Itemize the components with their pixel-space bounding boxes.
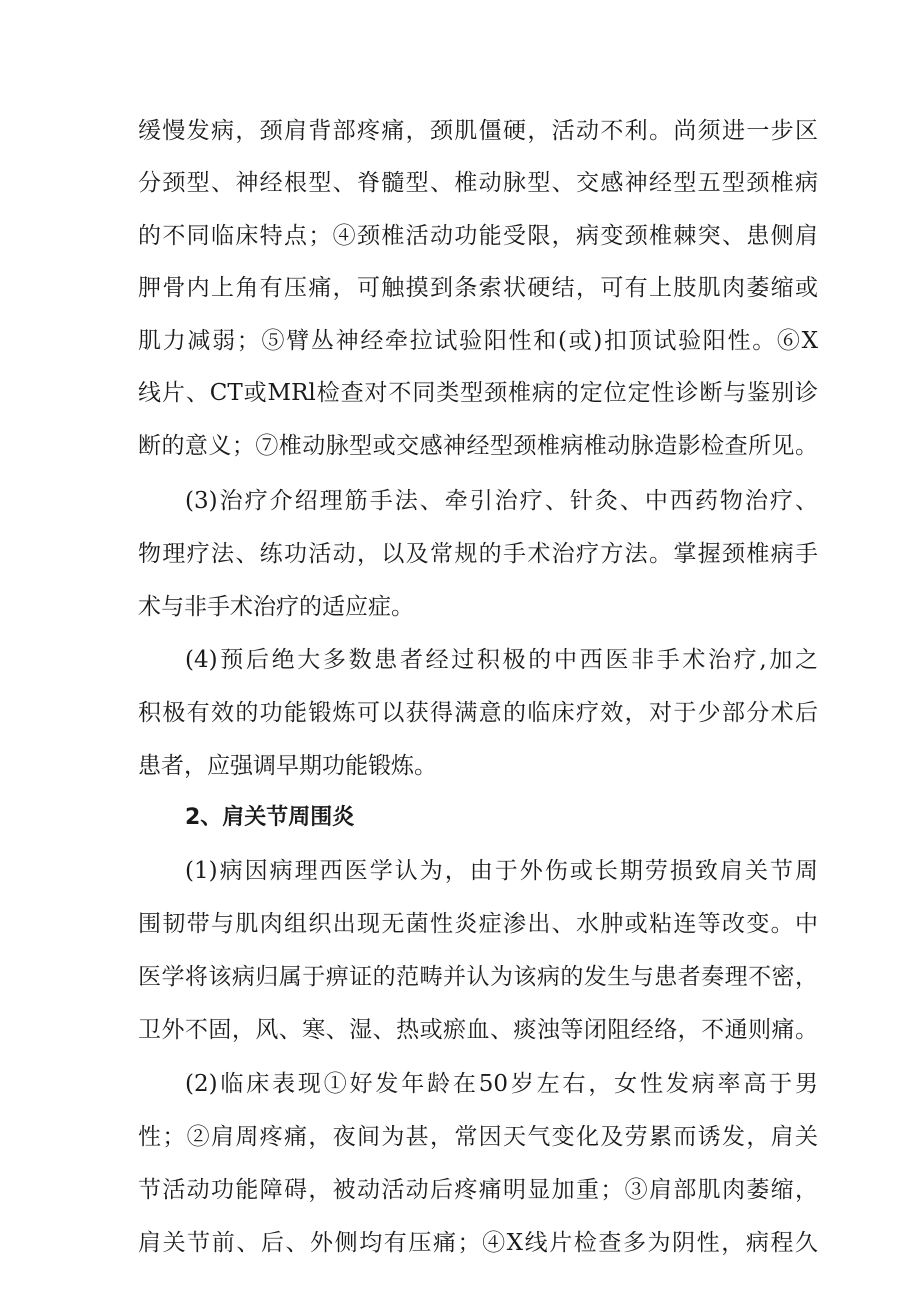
paragraph-line: 缓慢发病，颈肩背部疼痛，颈肌僵硬，活动不利。尚须进一步区	[138, 118, 818, 144]
paragraph-line: 肩关节前、后、外侧均有压痛；④X线片检查多为阴性，病程久	[138, 1230, 818, 1256]
paragraph-line: 卫外不固，风、寒、湿、热或瘀血、痰浊等闭阻经络，不通则痛。	[138, 1017, 818, 1043]
paragraph-line: 节活动功能障碍，被动活动后疼痛明显加重；③肩部肌肉萎缩，	[138, 1177, 818, 1203]
paragraph-line: 肌力减弱；⑤臂丛神经牵拉试验阳性和(或)扣顶试验阳性。⑥X	[138, 328, 818, 354]
paragraph-etiology: (1)病因病理西医学认为，由于外伤或长期劳损致肩关节周	[185, 858, 818, 884]
paragraph-prognosis: (4)预后绝大多数患者经过积极的中西医非手术治疗,加之	[185, 647, 818, 673]
paragraph-treatment: (3)治疗介绍理筋手法、牵引治疗、针灸、中西药物治疗、	[185, 488, 818, 514]
paragraph-line: 医学将该病归属于痹证的范畴并认为该病的发生与患者奏理不密，	[138, 964, 818, 990]
paragraph-line: 物理疗法、练功活动，以及常规的手术治疗方法。掌握颈椎病手	[138, 541, 818, 567]
section-heading: 2、肩关节周围炎	[185, 805, 355, 830]
paragraph-line: 性；②肩周疼痛，夜间为甚，常因天气变化及劳累而诱发，肩关	[138, 1124, 818, 1150]
paragraph-line: 围韧带与肌肉组织出现无菌性炎症渗出、水肿或粘连等改变。中	[138, 911, 818, 937]
paragraph-line: 胛骨内上角有压痛，可触摸到条索状硬结，可有上肢肌肉萎缩或	[138, 275, 818, 301]
paragraph-clinical: (2)临床表现①好发年龄在50岁左右，女性发病率高于男	[185, 1071, 818, 1097]
paragraph-line: 断的意义；⑦椎动脉型或交感神经型颈椎病椎动脉造影检查所见。	[138, 433, 818, 459]
paragraph-line: 的不同临床特点；④颈椎活动功能受限，病变颈椎棘突、患侧肩	[138, 223, 818, 249]
paragraph-line: 术与非手术治疗的适应症。	[138, 594, 414, 620]
paragraph-line: 患者，应强调早期功能锻炼。	[138, 753, 437, 779]
paragraph-line: 线片、CT或MRl检查对不同类型颈椎病的定位定性诊断与鉴别诊	[138, 380, 818, 406]
paragraph-line: 积极有效的功能锻炼可以获得满意的临床疗效，对于少部分术后	[138, 700, 818, 726]
paragraph-line: 分颈型、神经根型、脊髓型、椎动脉型、交感神经型五型颈椎病	[138, 170, 818, 196]
